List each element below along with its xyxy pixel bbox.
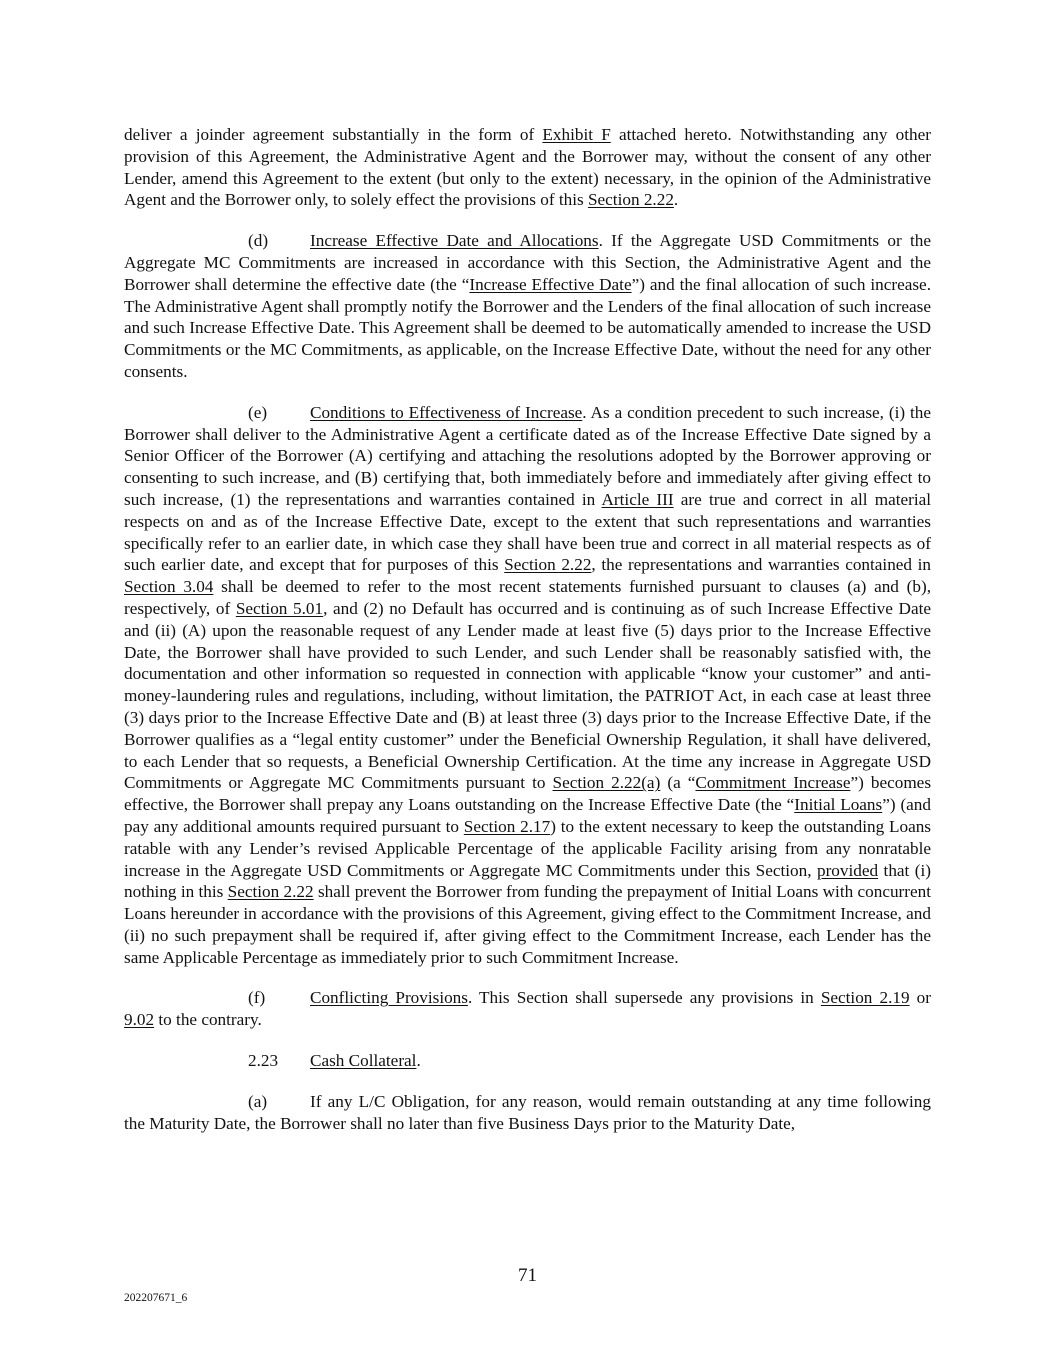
paragraph-a: (a) If any L/C Obligation, for any reason, would remain outstanding at any time following the Maturity Date, the Borrower shall no later than five Business Days prior to the Maturity Date, [124, 1091, 931, 1133]
paragraph-e: (e) Conditions to Effectiveness of Increase. As a condition precedent to such increase, (i) the Borrower shall deliver to the Administrative Agent a certificate dated as of the Increase Effective Date signed by a Senior Officer of the Borrower (A) certifying and attaching the resolutions adopted by the Borrower approving or consenting to such increase, and (B) certifying that, both immediately before and immediately after giving effect to such increase, (1) the representations and warranties contained in Article III are true and correct in all material respects on and as of the Increase Effective Date, except to the extent that such representations and warranties specifically refer to an earlier date, in which case they shall have been true and correct in all material respects as of such earlier date, and except that for purposes of this Section 2.22, the representations and warranties contained in Section 3.04 shall be deemed to refer to the most recent statements furnished pursuant to clauses (a) and (b), respectively, of Section 5.01, and (2) no Default has occurred and is continuing as of such Increase Effective Date and (ii) (A) upon the reasonable request of any Lender made at least five (5) days prior to the Increase Effective Date, the Borrower shall have provided to such Lender, and such Lender shall be reasonably satisfied with, the documentation and other information so requested in connection with applicable “know your customer” and anti-money-laundering rules and regulations, including, without limitation, the PATRIOT Act, in each case at least three (3) days prior to the Increase Effective Date and (B) at least three (3) days prior to the Increase Effective Date, if the Borrower qualifies as a “legal entity customer” under the Beneficial Ownership Regulation, it shall have delivered, to each Lender that so requests, a Beneficial Ownership Certification. At the time any increase in Aggregate USD Commitments or Aggregate MC Commitments pursuant to Section 2.22(a) (a “Commitment Increase”) becomes effective, the Borrower shall prepay any Loans outstanding on the Increase Effective Date (the “Initial Loans”) (and pay any additional amounts required pursuant to Section 2.17) to the extent necessary to keep the outstanding Loans ratable with any Lender’s revised Applicable Percentage of the applicable Facility arising from any nonratable increase in the Aggregate USD Commitments or Aggregate MC Commitments under this Section, provided that (i) nothing in this Section 2.22 shall prevent the Borrower from funding the prepayment of Initial Loans with concurrent Loans hereunder in accordance with the provisions of this Agreement, giving effect to the Commitment Increase, and (ii) no such prepayment shall be required if, after giving effect to the Commitment Increase, each Lender has the same Applicable Percentage as immediately prior to such Commitment Increase. [124, 402, 932, 967]
clause-heading: Conflicting Provisions [310, 988, 468, 1008]
section-2-17-ref: Section 2.17 [463, 816, 551, 836]
clause-number: (a) [248, 1091, 268, 1111]
section-2-22-ref: Section 2.22 [504, 555, 592, 575]
page-number: 71 [518, 1265, 537, 1286]
section-5-01-ref: Section 5.01 [235, 598, 324, 618]
exhibit-f-link: Exhibit F [542, 125, 611, 144]
article-iii-ref: Article III [601, 489, 674, 509]
clause-number: (f) [248, 988, 266, 1008]
paragraph-joinder: deliver a joinder agreement substantially in the form of Exhibit F attached hereto. Notwithstanding any other provision of this Agreement, the Administrative Agent and the Borrower may, without the consent of any other Lender, amend this Agreement to the extent (but only to the extent) necessary, in the opinion of the Administrative Agent and the Borrower only, to solely effect the provisions of this Section 2.22. [124, 125, 931, 210]
clause-heading: Increase Effective Date and Allocations [310, 231, 599, 251]
defined-term: Commitment Increase [695, 773, 851, 793]
section-2-22a-ref: Section 2.22(a) [552, 773, 661, 793]
proviso-term: provided [816, 860, 879, 880]
document-id: 202207671_6 [124, 1292, 188, 1304]
section-2-22-ref: Section 2.22 [587, 190, 674, 210]
paragraph-d: (d) Increase Effective Date and Allocations. If the Aggregate USD Commitments or the Aggregate MC Commitments are increased in accordance with this Section, the Administrative Agent and the Borrower shall determine the effective date (the “Increase Effective Date”) and the final allocation of such increase. The Administrative Agent shall promptly notify the Borrower and the Lenders of the final allocation of such increase and such Increase Effective Date. This Agreement shall be deemed to be automatically amended to increase the USD Commitments or the MC Commitments, as applicable, on the Increase Effective Date, without the need for any other consents. [124, 231, 931, 381]
clause-heading: Conditions to Effectiveness of Increase [310, 402, 583, 422]
section-heading-2-23: 2.23 Cash Collateral. [248, 1051, 421, 1071]
clause-number: (e) [248, 402, 268, 422]
section-2-22-ref: Section 2.22 [227, 882, 314, 902]
document-body [124, 124, 931, 1153]
section-3-04-ref: Section 3.04 [124, 577, 214, 597]
defined-term: Initial Loans [794, 795, 883, 815]
section-title: Cash Collateral [310, 1051, 417, 1071]
defined-term: Increase Effective Date [469, 274, 632, 294]
section-9-02-ref: 9.02 [124, 1010, 155, 1030]
section-2-19-ref: Section 2.19 [820, 988, 910, 1008]
paragraph-f: (f) Conflicting Provisions. This Section shall supersede any provisions in Section 2.19 or 9.02 to the contrary. [124, 988, 931, 1030]
clause-number: (d) [248, 231, 269, 251]
section-number: 2.23 [248, 1051, 279, 1071]
